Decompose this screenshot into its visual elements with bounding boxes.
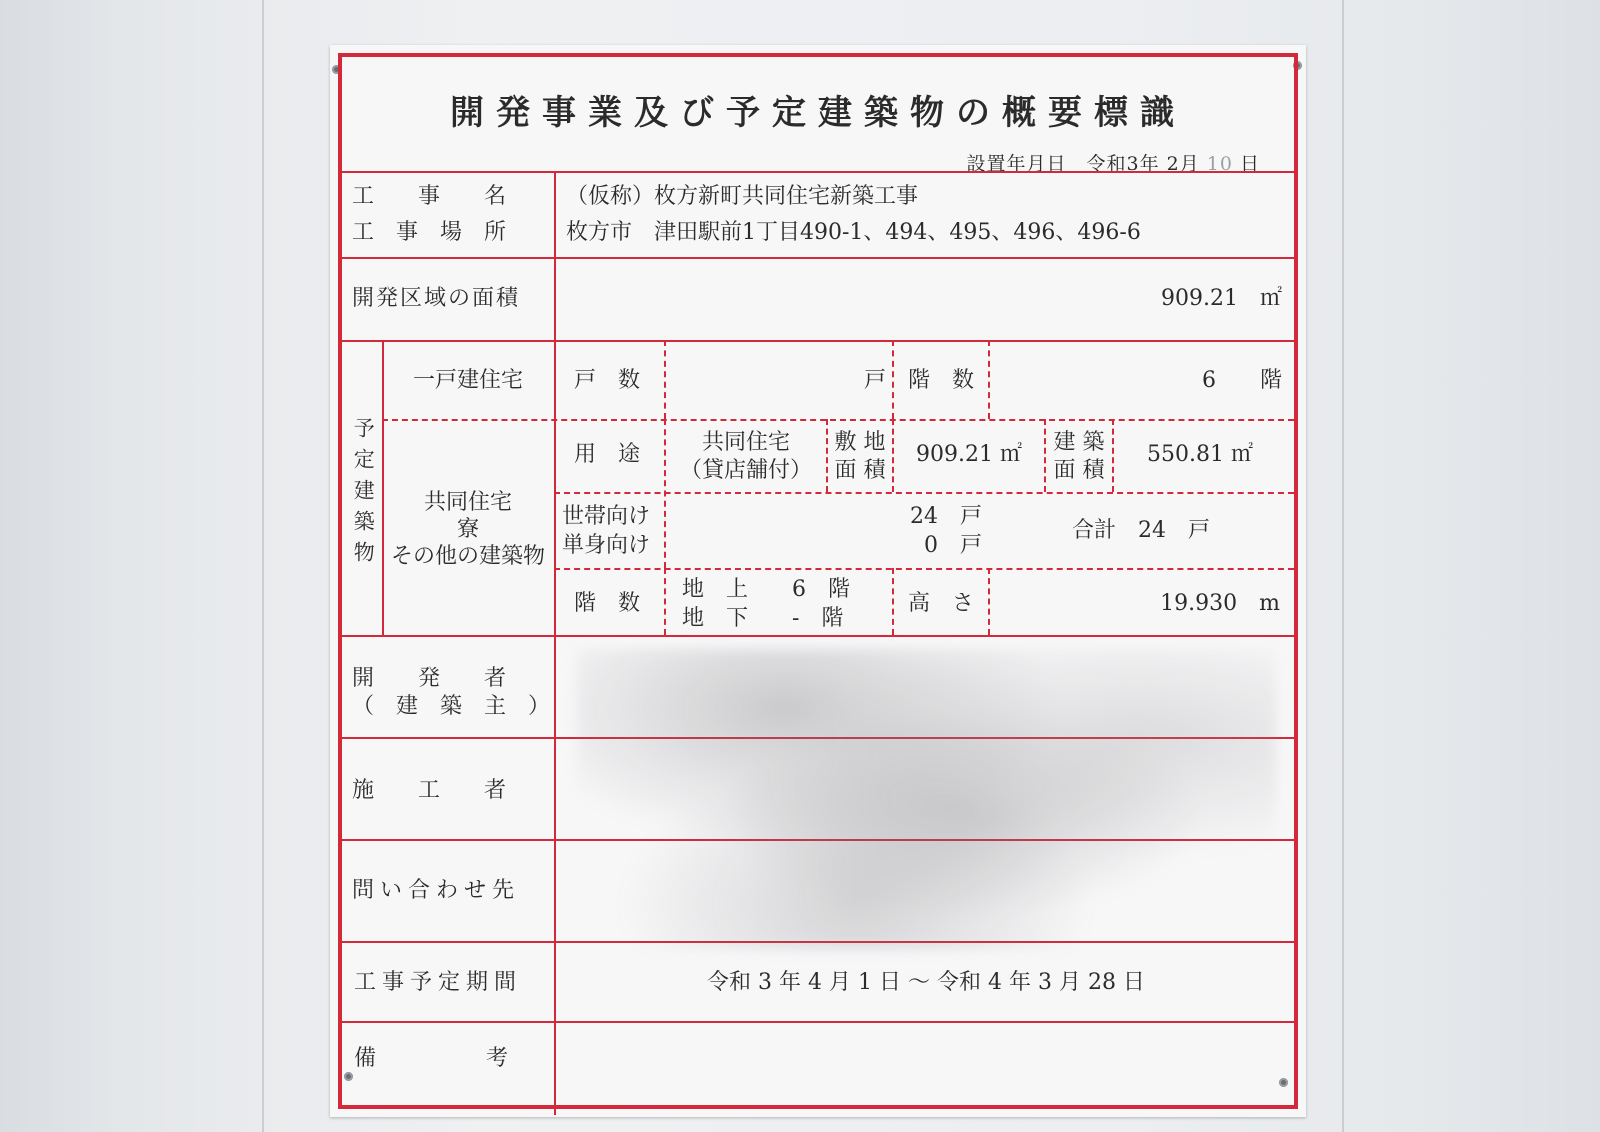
- building-area-value: 550.81 ㎡: [1147, 442, 1253, 467]
- setup-day: 10: [1206, 153, 1233, 175]
- use-value-1: 共同住宅: [701, 430, 790, 455]
- site-area-label-1: 敷 地: [834, 430, 886, 455]
- building-area-label-1: 建 築: [1053, 430, 1105, 455]
- contact-label: 問い合わせ先: [352, 878, 521, 903]
- planned-building-label: 予定建築物: [351, 417, 376, 572]
- floors2-label: 階 数: [574, 591, 641, 616]
- single-value: 0 戸: [924, 533, 982, 558]
- dev-area-value: 909.21 ㎡: [1161, 286, 1282, 311]
- remarks-label: 備 考: [354, 1046, 509, 1071]
- site-area-value: 909.21 ㎡: [916, 442, 1022, 467]
- wall-panel-seam: [1342, 0, 1344, 1132]
- height-label: 高 さ: [908, 591, 975, 616]
- detached-house-label: 一戸建住宅: [412, 368, 523, 393]
- period-label: 工事予定期間: [354, 970, 523, 995]
- family-label: 世帯向け: [562, 504, 651, 529]
- setup-date-text: 設置年月日 令和3年 2月: [966, 153, 1200, 175]
- below-ground-floors: 地 下 - 階: [682, 606, 844, 631]
- use-value-2: （貸店舗付）: [679, 458, 812, 483]
- construction-site-label: 工 事 場 所: [352, 220, 507, 245]
- single-label: 単身向け: [562, 533, 651, 558]
- units-label: 戸 数: [574, 368, 641, 393]
- wall-panel-seam: [262, 0, 264, 1132]
- dev-area-label: 開発区域の面積: [352, 286, 521, 311]
- units-suffix: 戸: [863, 368, 886, 393]
- collective-housing-label: 共同住宅: [423, 490, 512, 515]
- developer-owner-label: （ 建 築 主 ）: [352, 694, 551, 719]
- building-area-label-2: 面 積: [1053, 458, 1105, 483]
- height-value: 19.930 m: [1160, 591, 1280, 616]
- dormitory-label: 寮: [456, 517, 479, 542]
- setup-day-suffix: 日: [1239, 153, 1260, 175]
- total-units: 合計 24 戸: [1072, 518, 1210, 543]
- floors-value: 6 階: [1202, 368, 1282, 393]
- developer-label: 開 発 者: [352, 666, 507, 691]
- contractor-label: 施 工 者: [352, 778, 507, 803]
- period-value: 令和 3 年 4 月 1 日 〜 令和 4 年 3 月 28 日: [707, 970, 1145, 995]
- project-overview-sign: [330, 45, 1306, 1117]
- construction-name-label: 工 事 名: [352, 184, 507, 209]
- blurred-contact-info: [576, 649, 1276, 949]
- construction-site-value: 枚方市 津田駅前1丁目490-1、494、495、496、496-6: [566, 220, 1141, 245]
- above-ground-floors: 地 上 6 階: [682, 577, 850, 602]
- use-label: 用 途: [574, 442, 641, 467]
- other-building-label: その他の建築物: [390, 544, 545, 569]
- family-value: 24 戸: [910, 504, 982, 529]
- sign-title: 開発事業及び予定建築物の概要標識: [450, 93, 1186, 133]
- construction-name-value: （仮称）枚方新町共同住宅新築工事: [566, 184, 919, 209]
- site-area-label-2: 面 積: [834, 458, 886, 483]
- sign-frame: [338, 53, 1298, 1109]
- floors-label: 階 数: [908, 368, 975, 393]
